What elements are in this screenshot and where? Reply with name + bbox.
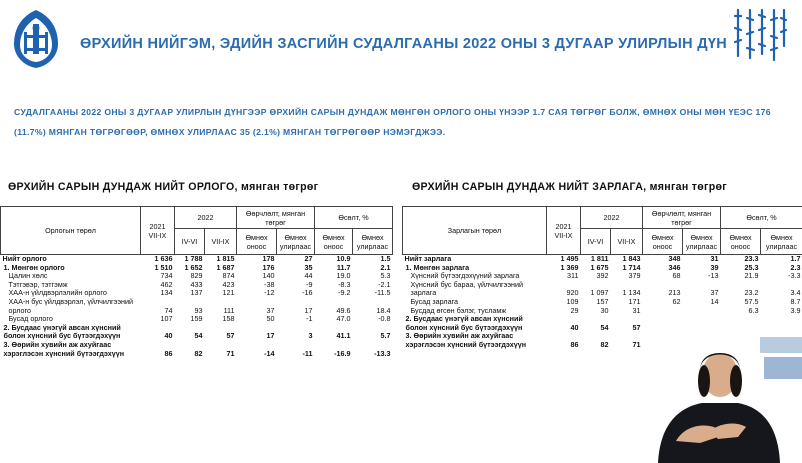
cell-value: 3 bbox=[308, 331, 313, 341]
cell-value: 423 bbox=[222, 279, 235, 289]
cell-value bbox=[683, 307, 721, 316]
col-header-q2: IV-VI bbox=[175, 229, 205, 255]
row-label: Бусад орлого bbox=[8, 314, 53, 324]
cell-value: 41.1 bbox=[336, 331, 351, 341]
col-header-2021: 2021 VII-IX bbox=[141, 207, 175, 255]
col-header-q2: IV-VI bbox=[581, 229, 611, 255]
col-header-change: Өөрчлөлт, мянган төгрөг bbox=[237, 207, 315, 229]
row-label: Хүнсний бүтээгдэхүүний зарлага bbox=[410, 271, 520, 281]
cell-value: 1 652 bbox=[184, 262, 203, 272]
cell-value: 39 bbox=[710, 262, 719, 272]
table-row bbox=[1, 341, 393, 358]
cell-value: 71 bbox=[632, 339, 641, 349]
cell-value: 40 bbox=[570, 322, 579, 332]
cell-value: -9 bbox=[306, 279, 313, 289]
cell-value: -16.9 bbox=[334, 348, 351, 358]
cell-value: 159 bbox=[190, 314, 203, 324]
cell-value: 111 bbox=[223, 305, 235, 315]
cell-value: 137 bbox=[190, 288, 203, 298]
row-label: 1. Мөнгөн орлого bbox=[3, 262, 65, 272]
cell-value: 107 bbox=[160, 314, 173, 324]
cell-value: 17 bbox=[266, 331, 275, 341]
cell-value: 23.2 bbox=[744, 288, 759, 298]
cell-value: 6.3 bbox=[748, 305, 759, 315]
cell-value: 19.0 bbox=[336, 271, 351, 281]
cell-value: 3.9 bbox=[790, 305, 801, 315]
summary-text: СУДАЛГААНЫ 2022 ОНЫ 3 ДУГААР УЛИРЛЫН ДҮНГЭЭР ӨРХИЙН САРЫН ДУНДАЖ МӨНГӨН ОРЛОГО ОНЫ ҮНЭЭР 1.7 САЯ ТӨГРӨГ БОЛЖ, ӨМНӨХ ОНЫ МӨН ҮЕЭС 176 (11.7%) МЯНГАН ТӨГРӨГӨӨР, ӨМНӨХ УЛИРЛААС 35 (2.1%) МЯНГАН ТӨГРӨГӨӨР НЭМЭГДЖЭЭ. bbox=[14, 107, 771, 137]
cell-value: -9.2 bbox=[338, 288, 351, 298]
cell-value: 829 bbox=[190, 271, 203, 281]
cell-value: 2.3 bbox=[790, 262, 801, 272]
col-header-growth-year: Өмнөх оноос bbox=[721, 229, 761, 255]
cell-value: 462 bbox=[160, 279, 173, 289]
col-header-type: Зарлагын төрөл bbox=[403, 207, 547, 255]
col-header-change-year: Өмнөх оноос bbox=[643, 229, 683, 255]
cell-value: 3.4 bbox=[790, 288, 801, 298]
cell-value: 10.9 bbox=[315, 255, 353, 264]
cell-value: 348 bbox=[643, 255, 683, 264]
cell-value: 31 bbox=[683, 255, 721, 264]
cell-value: 157 bbox=[596, 296, 609, 306]
cell-value: 1 510 bbox=[154, 262, 173, 272]
cell-value: -11 bbox=[302, 348, 313, 358]
header bbox=[0, 0, 802, 92]
cell-value: 14 bbox=[710, 296, 719, 306]
cell-value: 23.3 bbox=[721, 255, 761, 264]
cell-value: 82 bbox=[600, 339, 609, 349]
cell-value: -38 bbox=[264, 279, 275, 289]
cell-value: 920 bbox=[566, 288, 579, 298]
row-label: 3. Өөрийн хувийн аж ахуйгаас хэрэглэсэн хүнсний бүтээгдэхүүн bbox=[3, 339, 125, 358]
row-label: ХАА-н бус үйлдвэрлэл, үйлчилгээний орлого bbox=[8, 296, 133, 315]
cell-value: 62 bbox=[672, 296, 681, 306]
cell-value: 82 bbox=[194, 348, 203, 358]
sign-language-interpreter-video bbox=[640, 323, 802, 463]
cell-value: 1 811 bbox=[581, 255, 611, 264]
cell-value: 31 bbox=[632, 305, 641, 315]
cell-value: 57 bbox=[226, 331, 235, 341]
cell-value: 1 815 bbox=[205, 255, 237, 264]
cell-value: 134 bbox=[160, 288, 173, 298]
mongolian-script-icon bbox=[730, 6, 788, 64]
cell-value: 121 bbox=[222, 288, 235, 298]
cell-value: 30 bbox=[600, 305, 609, 315]
col-header-change-year: Өмнөх оноос bbox=[237, 229, 277, 255]
col-header-2021: 2021 VII-IX bbox=[547, 207, 581, 255]
cell-value: 379 bbox=[628, 271, 641, 281]
cell-value: 140 bbox=[262, 271, 275, 281]
cell-value: -8.3 bbox=[338, 279, 351, 289]
cell-value: -12 bbox=[264, 288, 275, 298]
cell-value: 5.7 bbox=[380, 331, 391, 341]
cell-value: 86 bbox=[570, 339, 579, 349]
cell-value: 1 097 bbox=[590, 288, 609, 298]
cell-value: -13 bbox=[708, 271, 719, 281]
col-header-change: Өөрчлөлт, мянган төгрөг bbox=[643, 207, 721, 229]
page-title: ӨРХИЙН НИЙГЭМ, ЭДИЙН ЗАСГИЙН СУДАЛГААНЫ 2022 ОНЫ 3 ДУГААР УЛИРЛЫН ДҮН bbox=[80, 36, 728, 52]
col-header-growth-year: Өмнөх оноос bbox=[315, 229, 353, 255]
cell-value: 392 bbox=[596, 271, 609, 281]
cell-value: -14 bbox=[264, 348, 275, 358]
cell-value: 57 bbox=[632, 322, 641, 332]
expense-table-title: ӨРХИЙН САРЫН ДУНДАЖ НИЙТ ЗАРЛАГА, мянган төгрөг bbox=[412, 181, 728, 193]
cell-value: 1 714 bbox=[622, 262, 641, 272]
cell-value: -1 bbox=[306, 314, 313, 324]
cell-value: -11.5 bbox=[374, 288, 391, 298]
cell-value: 1 495 bbox=[547, 255, 581, 264]
cell-value: -3.3 bbox=[788, 271, 801, 281]
cell-value: 734 bbox=[160, 271, 173, 281]
cell-value: 1 636 bbox=[141, 255, 175, 264]
cell-value: 35 bbox=[304, 262, 313, 272]
cell-value: 2.1 bbox=[380, 262, 391, 272]
cell-value: 1.5 bbox=[353, 255, 393, 264]
col-header-q3: VII-IX bbox=[611, 229, 643, 255]
cell-value: 54 bbox=[194, 331, 203, 341]
row-label: 1. Мөнгөн зарлага bbox=[405, 262, 470, 272]
col-header-2022: 2022 bbox=[581, 207, 643, 229]
col-header-change-quarter: Өмнөх улирлаас bbox=[277, 229, 315, 255]
cell-value: 40 bbox=[164, 331, 173, 341]
cell-value: 37 bbox=[266, 305, 275, 315]
cell-value: -13.3 bbox=[374, 348, 391, 358]
cell-value: 21.9 bbox=[744, 271, 759, 281]
cell-value: 74 bbox=[164, 305, 173, 315]
cell-value: 18.4 bbox=[376, 305, 391, 315]
cell-value: 1 788 bbox=[175, 255, 205, 264]
cell-value: 27 bbox=[277, 255, 315, 264]
table-row bbox=[1, 298, 393, 315]
cell-value: 37 bbox=[710, 288, 719, 298]
col-header-growth: Өсөлт, % bbox=[721, 207, 802, 229]
row-label: Цалин хөлс bbox=[8, 271, 48, 281]
col-header-type: Орлогын төрөл bbox=[1, 207, 141, 255]
cell-value: -0.8 bbox=[378, 314, 391, 324]
row-label: Хүнсний бус бараа, үйлчилгээний зарлага bbox=[410, 279, 523, 298]
col-header-q3: VII-IX bbox=[205, 229, 237, 255]
cell-value: 49.6 bbox=[336, 305, 351, 315]
col-header-change-quarter: Өмнөх улирлаас bbox=[683, 229, 721, 255]
cell-value: 8.7 bbox=[790, 296, 801, 306]
cell-value: 5.3 bbox=[380, 271, 391, 281]
cell-value: 109 bbox=[566, 296, 579, 306]
cell-value: 47.0 bbox=[336, 314, 351, 324]
soyombo-emblem-icon bbox=[10, 8, 62, 70]
cell-value: 29 bbox=[570, 305, 579, 315]
cell-value: 25.3 bbox=[744, 262, 759, 272]
income-table-title: ӨРХИЙН САРЫН ДУНДАЖ НИЙТ ОРЛОГО, мянган төгрөг bbox=[8, 181, 319, 193]
cell-value: 1 843 bbox=[611, 255, 643, 264]
cell-value: 11.7 bbox=[336, 262, 351, 272]
row-label: ХАА-н үйлдвэрлэлийн орлого bbox=[8, 288, 107, 298]
row-label: Нийт орлого bbox=[1, 255, 141, 264]
cell-value: 346 bbox=[668, 262, 681, 272]
income-table-body bbox=[1, 255, 393, 359]
table-row bbox=[1, 324, 393, 341]
cell-value: 1 675 bbox=[590, 262, 609, 272]
cell-value: 93 bbox=[194, 305, 203, 315]
cell-value: 213 bbox=[668, 288, 681, 298]
col-header-growth-quarter: Өмнөх улирлаас bbox=[353, 229, 393, 255]
cell-value: 1 687 bbox=[216, 262, 235, 272]
cell-value: 311 bbox=[567, 271, 579, 281]
row-label: Бусад зарлага bbox=[410, 296, 459, 306]
cell-value: 57.5 bbox=[744, 296, 759, 306]
cell-value bbox=[643, 307, 683, 316]
row-label: 3. Өөрийн хувийн аж ахуйгаас хэрэглэсэн хүнсний бүтээгдэхүүн bbox=[405, 331, 527, 349]
row-label: 2. Бусдаас үнэгүй авсан хүнсний болон хүнсний бус бүтээгдэхүүн bbox=[3, 322, 121, 341]
cell-value: 54 bbox=[600, 322, 609, 332]
cell-value: 1 134 bbox=[622, 288, 641, 298]
cell-value: 71 bbox=[226, 348, 235, 358]
cell-value: 176 bbox=[262, 262, 275, 272]
cell-value: -2.1 bbox=[378, 279, 391, 289]
col-header-growth-quarter: Өмнөх улирлаас bbox=[761, 229, 802, 255]
cell-value: 433 bbox=[190, 279, 203, 289]
interpreter-figure bbox=[640, 323, 802, 463]
cell-value: 178 bbox=[237, 255, 277, 264]
row-label: Нийт зарлага bbox=[403, 255, 547, 264]
cell-value: 171 bbox=[628, 296, 641, 306]
cell-value: 44 bbox=[304, 271, 313, 281]
col-header-growth: Өсөлт, % bbox=[315, 207, 393, 229]
table-row bbox=[403, 281, 802, 298]
cell-value: 1 369 bbox=[560, 262, 579, 272]
row-label: 2. Бусдаас үнэгүй авсан хүнсний болон хүнсний бус бүтээгдэхүүн bbox=[405, 314, 523, 332]
col-header-2022: 2022 bbox=[175, 207, 237, 229]
cell-value: -16 bbox=[302, 288, 313, 298]
cell-value: 17 bbox=[304, 305, 313, 315]
cell-value: 158 bbox=[222, 314, 235, 324]
income-table bbox=[0, 206, 392, 358]
cell-value: 68 bbox=[672, 271, 681, 281]
row-label: Бусдад өгсөн бэлэг, тусламж bbox=[410, 305, 507, 315]
cell-value: 50 bbox=[266, 314, 275, 324]
row-label: Тэтгэвэр, тэтгэмж bbox=[8, 279, 68, 289]
cell-value: 874 bbox=[222, 271, 235, 281]
cell-value: 1.7 bbox=[761, 255, 802, 264]
cell-value: 86 bbox=[164, 348, 173, 358]
